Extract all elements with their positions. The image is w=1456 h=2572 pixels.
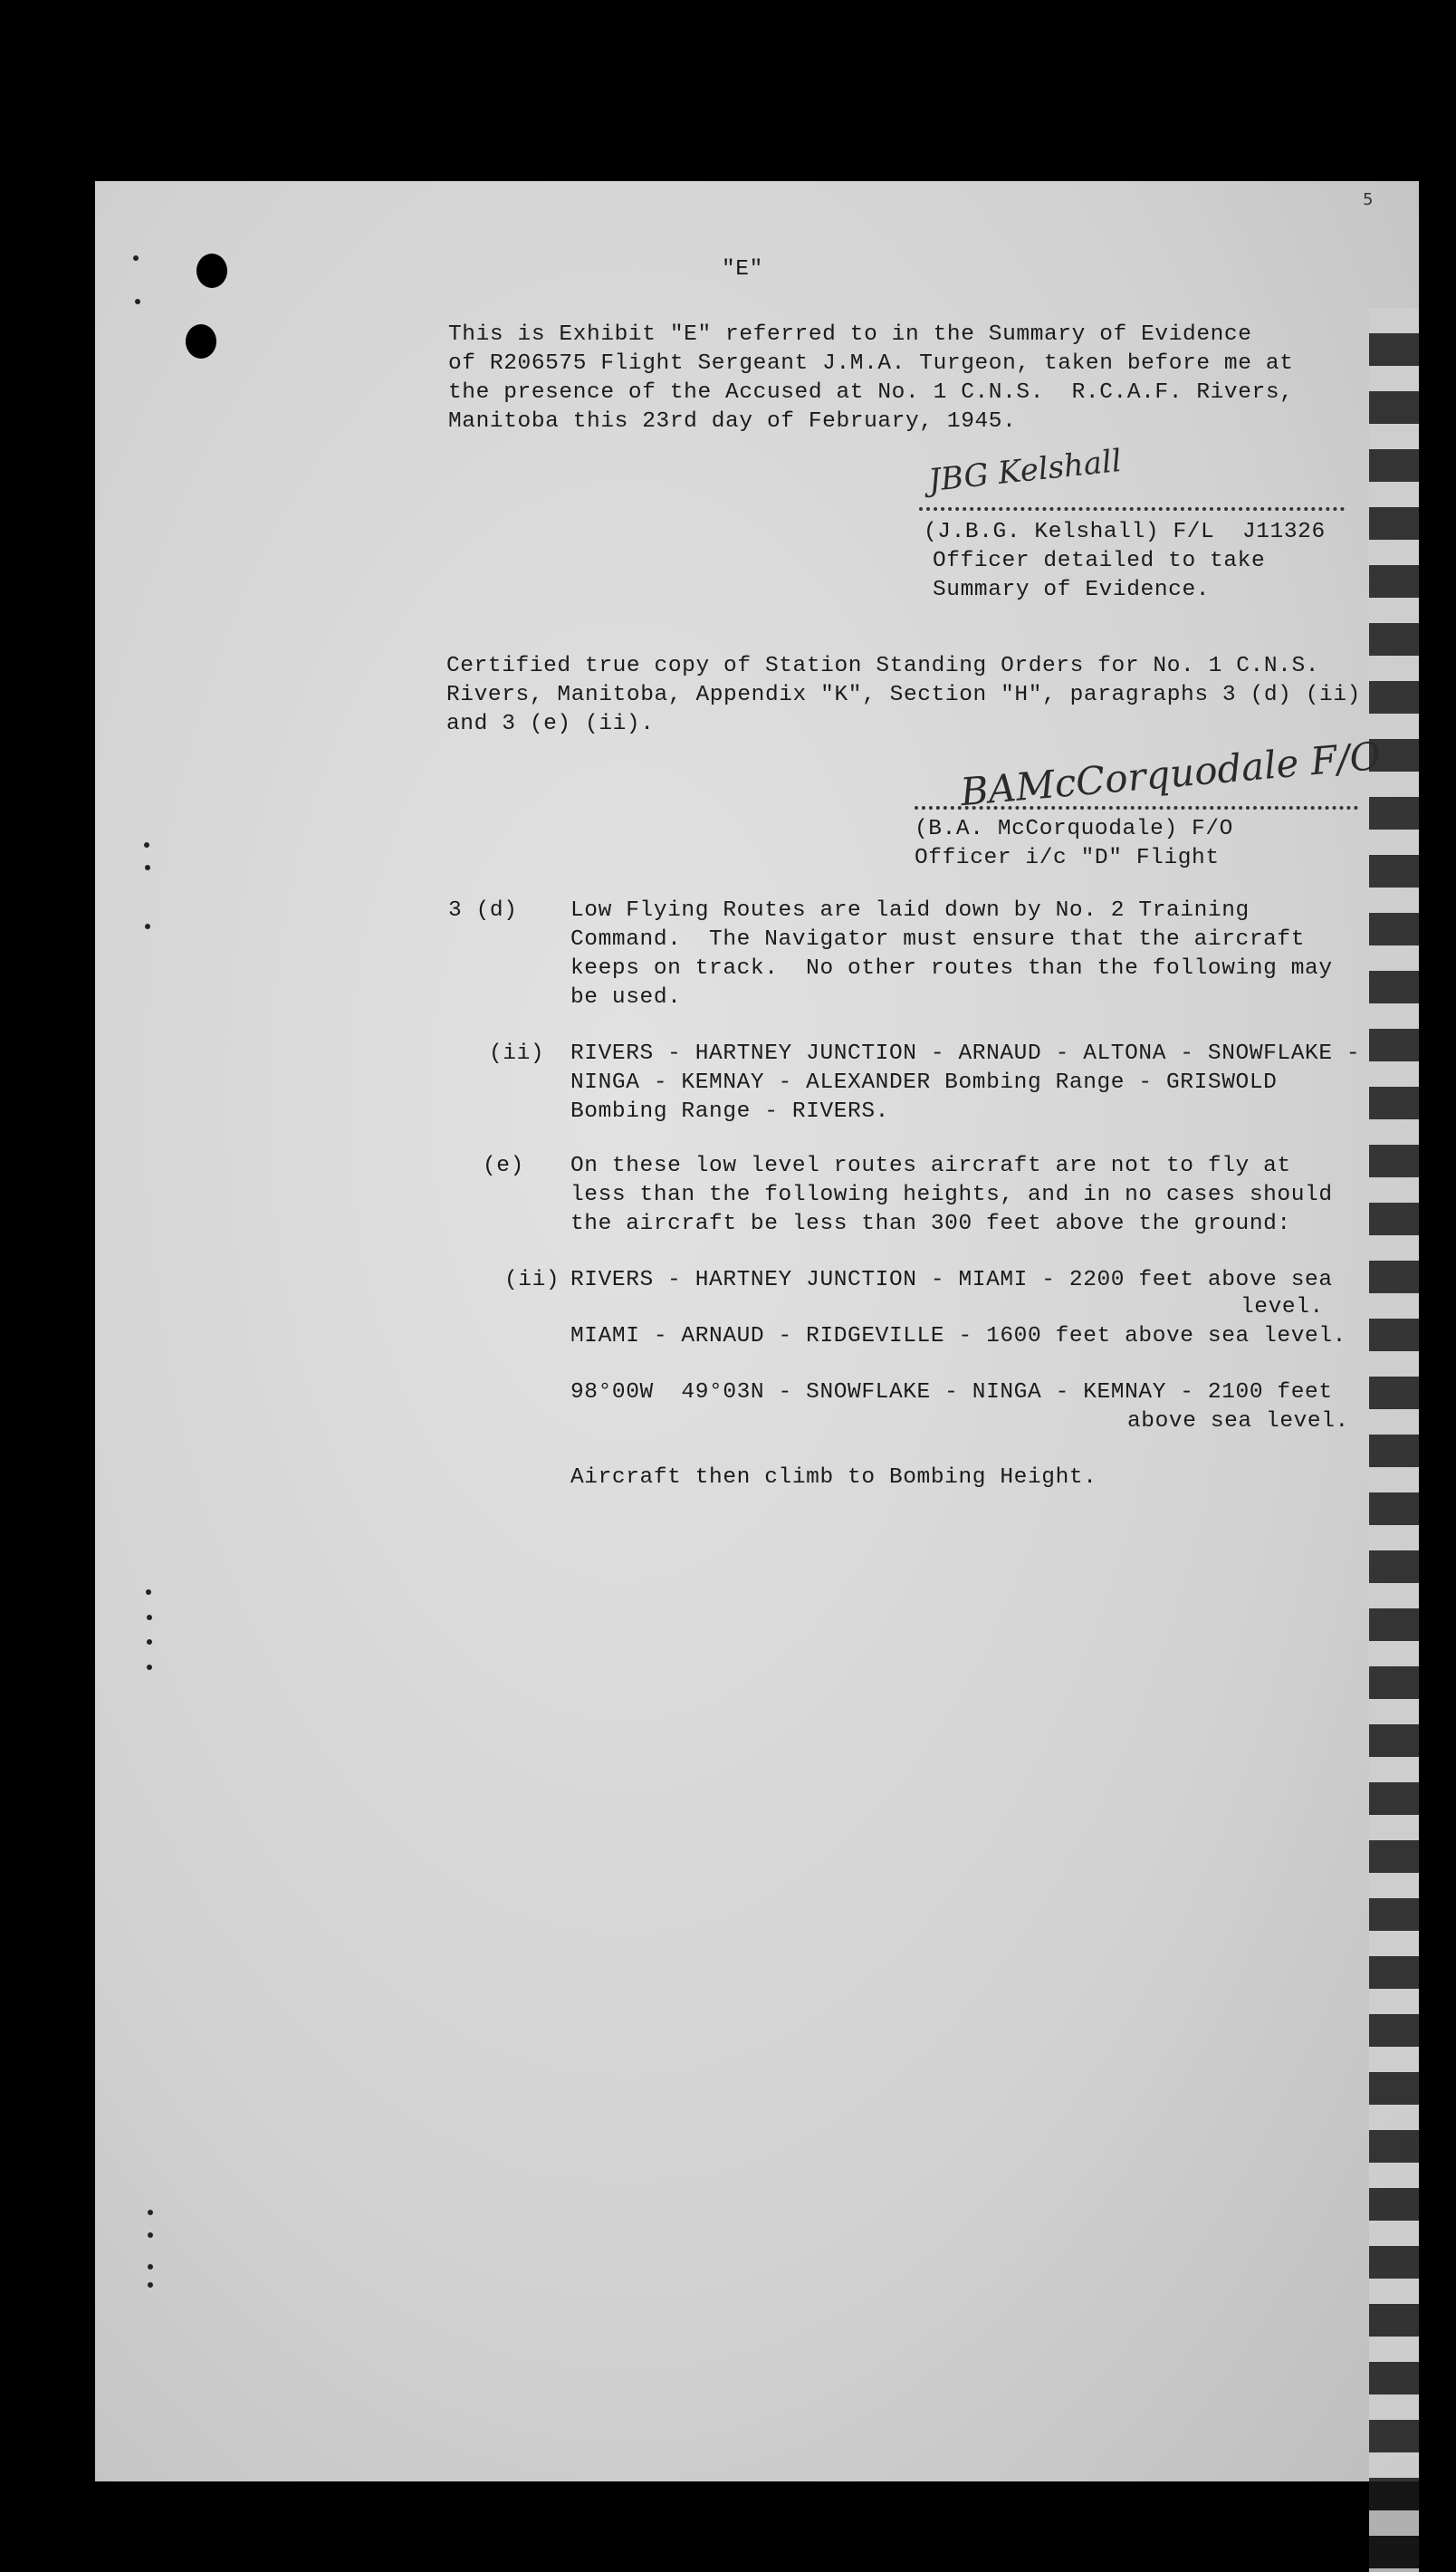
- paragraph-label: (e): [483, 1154, 524, 1178]
- certified-line: Rivers, Manitoba, Appendix "K", Section "H", paragraphs 3 (d) (ii): [446, 683, 1361, 707]
- order-line: Command. The Navigator must ensure that the aircraft: [570, 927, 1306, 952]
- margin-speck: [148, 2232, 153, 2238]
- film-edge-strip: [1369, 308, 1419, 2572]
- margin-speck: [146, 1589, 151, 1595]
- margin-speck: [133, 255, 139, 261]
- punch-hole: [186, 324, 216, 359]
- order-line: Low Flying Routes are laid down by No. 2 Training: [570, 898, 1250, 923]
- signature-dotted-line: [919, 507, 1345, 511]
- intro-line: the presence of the Accused at No. 1 C.N.S. R.C.A.F. Rivers,: [448, 380, 1294, 405]
- signature-title: Officer detailed to take: [933, 549, 1266, 573]
- exhibit-mark: "E": [722, 257, 763, 282]
- certified-line: and 3 (e) (ii).: [446, 712, 655, 736]
- order-line: RIVERS - HARTNEY JUNCTION - ARNAUD - ALTONA - SNOWFLAKE -: [570, 1041, 1361, 1066]
- margin-speck: [147, 1665, 152, 1670]
- signature-title: Summary of Evidence.: [933, 578, 1211, 602]
- order-line: Bombing Range - RIVERS.: [570, 1099, 889, 1124]
- order-line: On these low level routes aircraft are not to fly at: [570, 1154, 1291, 1178]
- signature-dotted-line: [915, 806, 1358, 810]
- margin-speck: [145, 865, 150, 870]
- route-line: RIVERS - HARTNEY JUNCTION - MIAMI - 2200 feet above sea: [570, 1268, 1333, 1292]
- route-line: above sea level.: [1127, 1409, 1349, 1434]
- signature-title: Officer i/c "D" Flight: [915, 846, 1220, 870]
- route-line: 98°00W 49°03N - SNOWFLAKE - NINGA - KEMNAY - 2100 feet: [570, 1380, 1333, 1405]
- document-page: [95, 181, 1419, 2481]
- margin-speck: [147, 1615, 152, 1620]
- order-line: the aircraft be less than 300 feet above the ground:: [570, 1212, 1291, 1236]
- route-line: level.: [1240, 1295, 1324, 1320]
- paragraph-label: (ii): [504, 1268, 560, 1292]
- signature-name: (J.B.G. Kelshall) F/L J11326: [924, 520, 1326, 544]
- margin-speck: [148, 2264, 153, 2270]
- intro-line: Manitoba this 23rd day of February, 1945.: [448, 409, 1017, 434]
- handwritten-signature: JBG Kelshall: [926, 442, 1124, 500]
- order-line: less than the following heights, and in no cases should: [570, 1183, 1333, 1207]
- paragraph-label: (ii): [489, 1041, 545, 1066]
- margin-speck: [145, 924, 150, 929]
- order-line: be used.: [570, 985, 682, 1010]
- intro-line: This is Exhibit "E" referred to in the Summary of Evidence: [448, 322, 1252, 347]
- closing-line: Aircraft then climb to Bombing Height.: [570, 1465, 1097, 1490]
- intro-line: of R206575 Flight Sergeant J.M.A. Turgeon, taken before me at: [448, 351, 1294, 376]
- margin-speck: [144, 842, 149, 848]
- order-line: NINGA - KEMNAY - ALEXANDER Bombing Range - GRISWOLD: [570, 1070, 1278, 1095]
- signature-name: (B.A. McCorquodale) F/O: [915, 817, 1233, 841]
- margin-speck: [148, 2282, 153, 2288]
- margin-speck: [147, 1639, 152, 1645]
- paragraph-label: 3 (d): [448, 898, 518, 923]
- margin-speck: [148, 2210, 153, 2215]
- route-line: MIAMI - ARNAUD - RIDGEVILLE - 1600 feet above sea level.: [570, 1324, 1346, 1348]
- punch-hole: [196, 254, 227, 288]
- handwritten-signature: BAMcCorquodale F/O: [958, 733, 1383, 815]
- certified-line: Certified true copy of Station Standing Orders for No. 1 C.N.S.: [446, 654, 1320, 678]
- margin-speck: [135, 299, 140, 304]
- page-number: 5: [1363, 190, 1374, 209]
- order-line: keeps on track. No other routes than the following may: [570, 956, 1333, 981]
